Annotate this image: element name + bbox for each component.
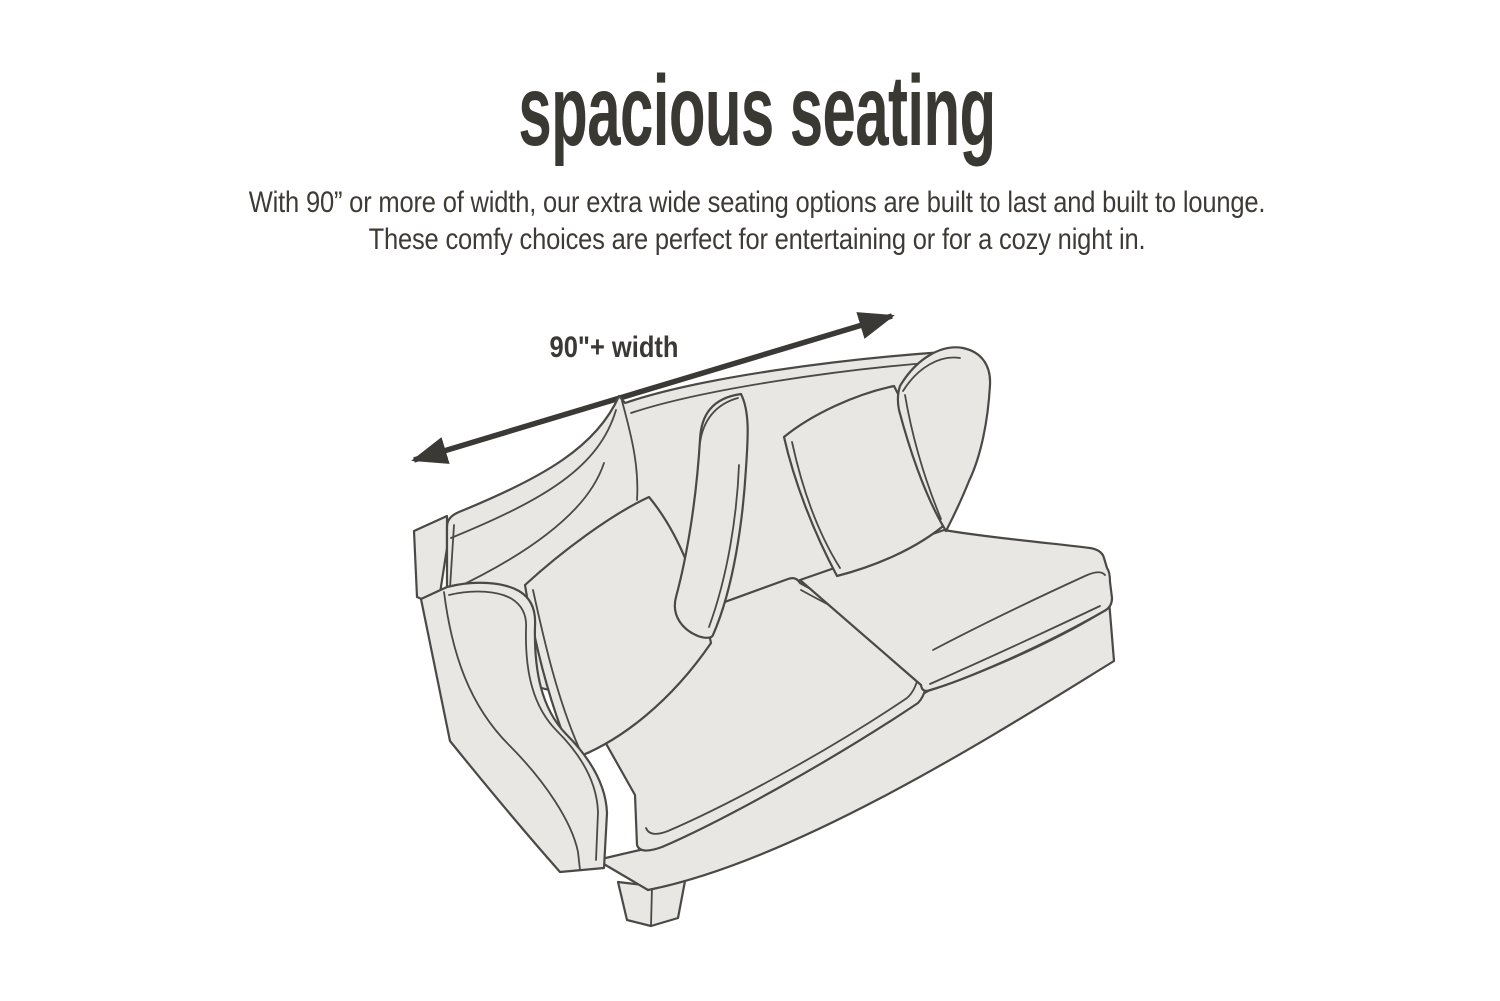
subtitle-line-2: These comfy choices are perfect for entertaining or for a cozy night in. xyxy=(368,222,1146,256)
width-dimension-label: 90"+ width xyxy=(549,330,679,364)
subtitle-line-1: With 90” or more of width, our extra wide seating options are built to last and built to lounge. xyxy=(248,185,1266,219)
sofa-illustration xyxy=(414,347,1114,926)
page-title: spacious seating xyxy=(518,55,996,167)
